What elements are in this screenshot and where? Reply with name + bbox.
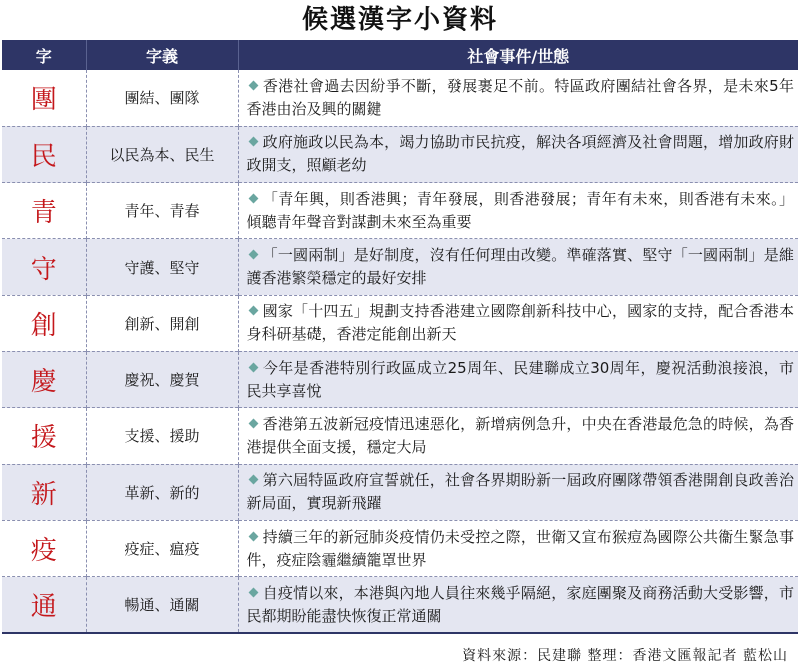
row-character: 青 — [2, 183, 86, 239]
row-description: 政府施政以民為本，竭力協助市民抗疫，解決各項經濟及社會問題，增加政府財政開支，照顧老幼 — [246, 133, 794, 175]
row-description: 「青年興，則香港興；青年發展，則香港發展；青年有未來，則香港有未來。」傾聽青年聲音對謀劃未來至為重要 — [246, 189, 794, 231]
table-row — [2, 126, 798, 182]
diamond-bullet-icon — [248, 193, 258, 203]
row-meaning: 以民為本、民生 — [86, 126, 238, 182]
table-row — [2, 183, 798, 239]
row-meaning: 支援、援助 — [86, 408, 238, 464]
header-meaning: 字義 — [86, 40, 238, 70]
row-description-cell — [238, 295, 798, 351]
diamond-bullet-icon — [248, 531, 258, 541]
table-header — [2, 40, 798, 70]
table-row — [2, 520, 798, 576]
diamond-bullet-icon — [248, 362, 258, 372]
table-row — [2, 351, 798, 407]
row-description: 香港社會過去因紛爭不斷，發展裹足不前。特區政府團結社會各界，是未來5年香港由治及興的關鍵 — [246, 76, 794, 118]
row-description: 今年是香港特別行政區成立25周年、民建聯成立30周年，慶祝活動浪接浪，市民共享喜悅 — [246, 358, 794, 400]
diamond-bullet-icon — [248, 250, 258, 260]
row-description-cell — [238, 351, 798, 407]
row-description: 持續三年的新冠肺炎疫情仍未受控之際，世衛又宣布猴痘為國際公共衞生緊急事件，疫症陰霾繼續籠罩世界 — [246, 527, 794, 569]
row-description-cell — [238, 408, 798, 464]
source-credit: 資料來源：民建聯 整理：香港文匯報記者 藍松山 — [462, 648, 788, 664]
row-description: 第六屆特區政府宣誓就任，社會各界期盼新一屆政府團隊帶領香港開創良政善治新局面，實現新飛躍 — [246, 471, 794, 513]
header-social-events: 社會事件/世態 — [238, 40, 798, 70]
row-description-cell — [238, 239, 798, 295]
row-description: 自疫情以來，本港與內地人員往來幾乎隔絕，家庭團聚及商務活動大受影響，市民都期盼能盡快恢復正常通關 — [246, 583, 794, 625]
row-description: 香港第五波新冠疫情迅速惡化，新增病例急升，中央在香港最危急的時候，為香港提供全面支援，穩定大局 — [246, 414, 794, 456]
diamond-bullet-icon — [248, 306, 258, 316]
row-description-cell — [238, 577, 798, 633]
header-character: 字 — [2, 40, 86, 70]
row-character: 團 — [2, 70, 86, 126]
diamond-bullet-icon — [248, 418, 258, 428]
table-row — [2, 70, 798, 126]
diamond-bullet-icon — [248, 475, 258, 485]
row-character: 通 — [2, 577, 86, 633]
row-character: 新 — [2, 464, 86, 520]
table-row — [2, 408, 798, 464]
row-character: 援 — [2, 408, 86, 464]
row-description-cell — [238, 183, 798, 239]
row-description-cell — [238, 126, 798, 182]
diamond-bullet-icon — [248, 137, 258, 147]
row-description-cell — [238, 520, 798, 576]
row-character: 慶 — [2, 351, 86, 407]
row-description: 國家「十四五」規劃支持香港建立國際創新科技中心，國家的支持，配合香港本身科研基礎，香港定能創出新天 — [246, 302, 794, 344]
row-meaning: 守護、堅守 — [86, 239, 238, 295]
row-description: 「一國兩制」是好制度，沒有任何理由改變。準確落實、堅守「一國兩制」是維護香港繁榮穩定的最好安排 — [246, 246, 794, 288]
row-character: 疫 — [2, 520, 86, 576]
table-row — [2, 295, 798, 351]
table-row — [2, 239, 798, 295]
diamond-bullet-icon — [248, 587, 258, 597]
row-character: 創 — [2, 295, 86, 351]
row-character: 民 — [2, 126, 86, 182]
table-row — [2, 577, 798, 633]
diamond-bullet-icon — [248, 80, 258, 90]
table-row — [2, 464, 798, 520]
row-meaning: 暢通、通關 — [86, 577, 238, 633]
row-character: 守 — [2, 239, 86, 295]
row-description-cell — [238, 70, 798, 126]
candidate-characters-table — [2, 40, 798, 634]
page-title: 候選漢字小資料 — [301, 5, 498, 35]
row-meaning: 團結、團隊 — [86, 70, 238, 126]
row-meaning: 慶祝、慶賀 — [86, 351, 238, 407]
row-meaning: 青年、青春 — [86, 183, 238, 239]
row-meaning: 革新、新的 — [86, 464, 238, 520]
row-meaning: 疫症、瘟疫 — [86, 520, 238, 576]
row-meaning: 創新、開創 — [86, 295, 238, 351]
row-description-cell — [238, 464, 798, 520]
